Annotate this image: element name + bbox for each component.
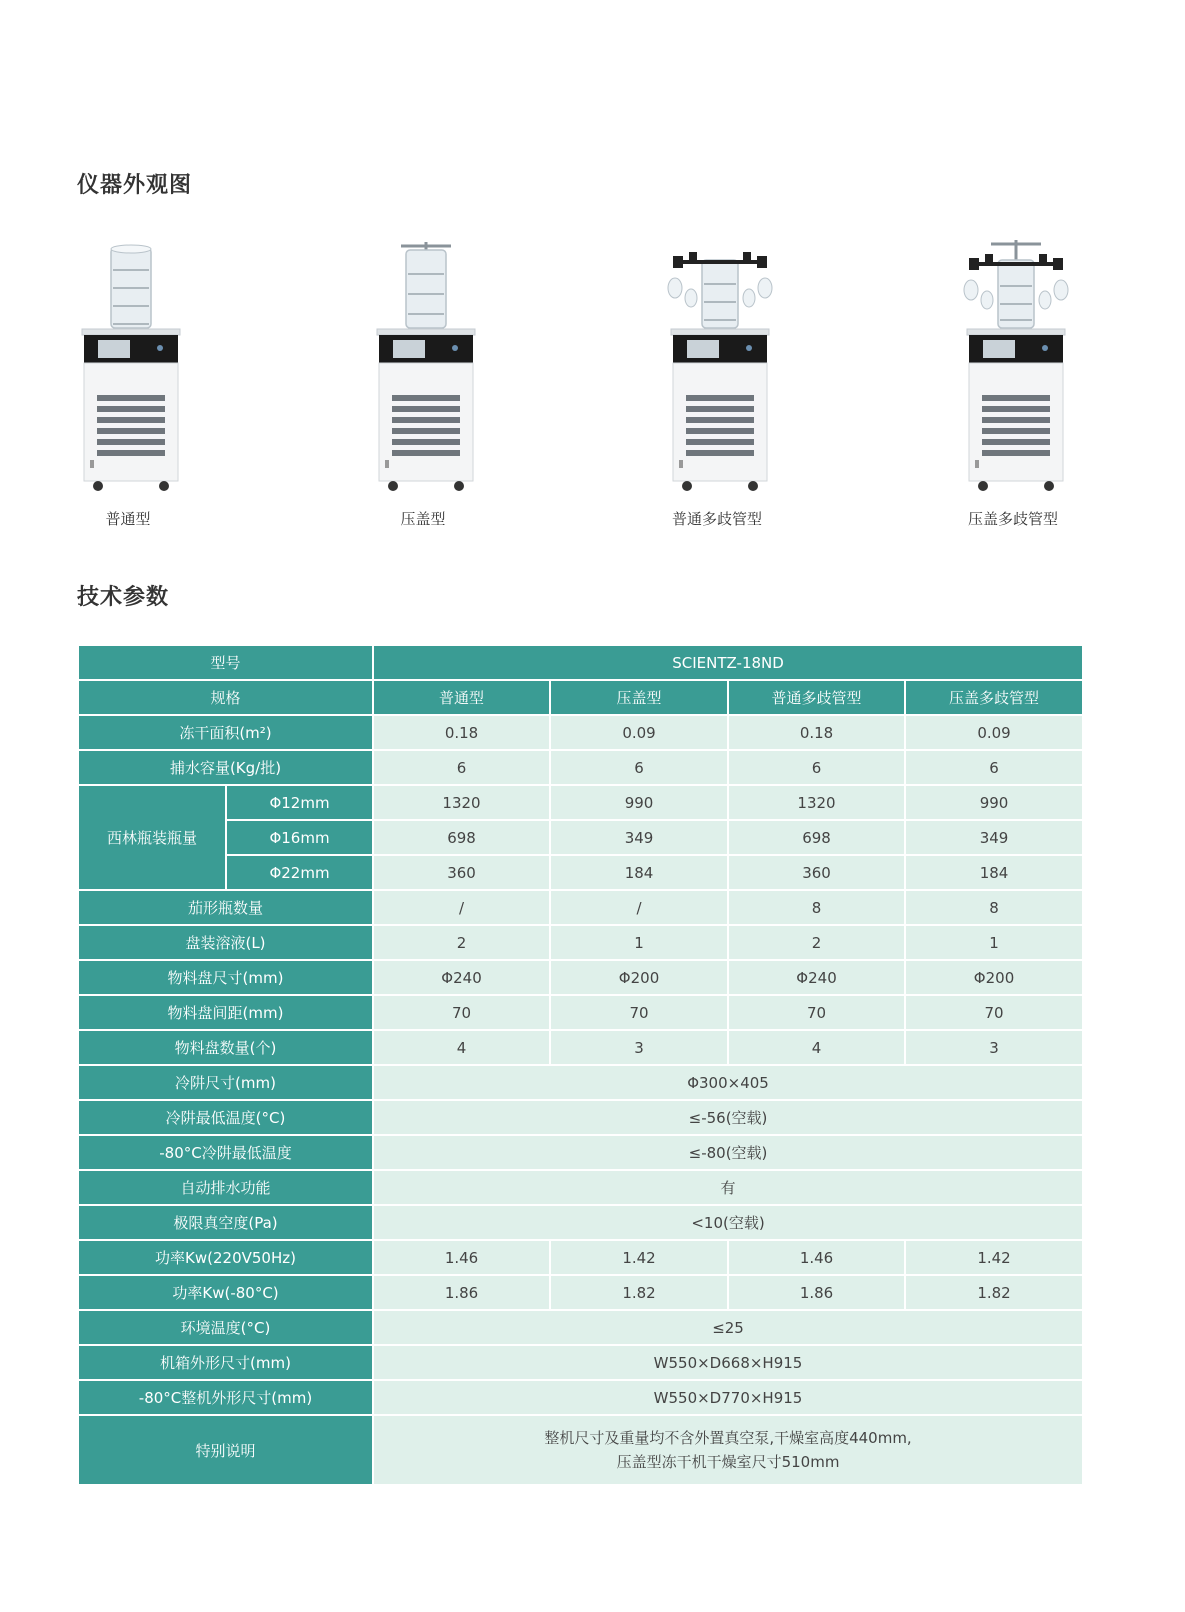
column-header: 压盖型	[550, 680, 728, 715]
table-row	[78, 820, 1083, 855]
table-cell: 70	[728, 995, 905, 1030]
row-label: -80°C整机外形尺寸(mm)	[78, 1380, 373, 1415]
table-cell: 1.46	[728, 1240, 905, 1275]
table-cell: 698	[373, 820, 550, 855]
table-cell: /	[550, 890, 728, 925]
table-cell: Φ300×405	[373, 1065, 1083, 1100]
table-cell: 349	[905, 820, 1083, 855]
table-cell: 3	[550, 1030, 728, 1065]
table-cell: 4	[728, 1030, 905, 1065]
row-label: 冷阱最低温度(°C)	[78, 1100, 373, 1135]
table-cell: 0.18	[728, 715, 905, 750]
table-row	[78, 715, 1083, 750]
table-cell: 4	[373, 1030, 550, 1065]
freeze-dryer-gland-icon	[363, 240, 483, 502]
table-row	[78, 1415, 1083, 1485]
table-cell: 349	[550, 820, 728, 855]
table-row	[78, 1170, 1083, 1205]
table-cell: W550×D668×H915	[373, 1345, 1083, 1380]
table-cell: 1320	[728, 785, 905, 820]
table-cell: 6	[373, 750, 550, 785]
table-cell: 6	[550, 750, 728, 785]
table-cell: /	[373, 890, 550, 925]
table-row	[78, 1380, 1083, 1415]
row-label: 型号	[78, 645, 373, 680]
product-caption: 压盖多歧管型	[967, 510, 1058, 528]
table-cell: 1.82	[550, 1275, 728, 1310]
table-cell: ≤-80(空载)	[373, 1135, 1083, 1170]
product-caption: 普通多歧管型	[671, 510, 762, 528]
column-header: 压盖多歧管型	[905, 680, 1083, 715]
row-label: 机箱外形尺寸(mm)	[78, 1345, 373, 1380]
product-gland	[358, 240, 488, 529]
table-row	[78, 750, 1083, 785]
row-label: 冷阱尺寸(mm)	[78, 1065, 373, 1100]
table-cell: 1	[905, 925, 1083, 960]
model-value: SCIENTZ-18ND	[373, 645, 1083, 680]
row-label: 冻干面积(m²)	[78, 715, 373, 750]
spec-table	[77, 644, 1084, 1486]
table-cell: 1.42	[905, 1240, 1083, 1275]
table-row	[78, 995, 1083, 1030]
note-line-2: 压盖型冻干机干燥室尺寸510mm	[616, 1453, 840, 1471]
column-header: 普通型	[373, 680, 550, 715]
row-label: 物料盘尺寸(mm)	[78, 960, 373, 995]
row-label: 功率Kw(220V50Hz)	[78, 1240, 373, 1275]
table-row	[78, 1065, 1083, 1100]
table-cell: 70	[550, 995, 728, 1030]
appearance-title: 仪器外观图	[77, 173, 193, 198]
note-line-1: 整机尺寸及重量均不含外置真空泵,干燥室高度440mm,	[544, 1429, 912, 1447]
table-cell: 360	[728, 855, 905, 890]
table-row	[78, 1345, 1083, 1380]
row-label: 物料盘间距(mm)	[78, 995, 373, 1030]
row-label: 捕水容量(Kg/批)	[78, 750, 373, 785]
table-cell: 360	[373, 855, 550, 890]
freeze-dryer-manifold-icon	[657, 240, 777, 502]
table-cell: 990	[905, 785, 1083, 820]
table-row	[78, 1310, 1083, 1345]
product-standard	[63, 240, 193, 529]
row-label: 规格	[78, 680, 373, 715]
table-row	[78, 1100, 1083, 1135]
table-row	[78, 680, 1083, 715]
table-cell: 6	[728, 750, 905, 785]
row-label: 物料盘数量(个)	[78, 1030, 373, 1065]
table-cell: 0.09	[550, 715, 728, 750]
table-cell: 6	[905, 750, 1083, 785]
product-gland-manifold	[948, 240, 1078, 529]
special-note	[373, 1415, 1083, 1485]
table-cell: ≤-56(空载)	[373, 1100, 1083, 1135]
freeze-dryer-gland-manifold-icon	[953, 240, 1073, 502]
freeze-dryer-standard-icon	[68, 240, 188, 502]
table-row	[78, 855, 1083, 890]
row-label: 功率Kw(-80°C)	[78, 1275, 373, 1310]
product-manifold	[652, 240, 782, 529]
table-row	[78, 925, 1083, 960]
table-cell: 184	[905, 855, 1083, 890]
table-row	[78, 645, 1083, 680]
product-caption: 压盖型	[400, 510, 446, 528]
row-label: 极限真空度(Pa)	[78, 1205, 373, 1240]
row-label: 自动排水功能	[78, 1170, 373, 1205]
row-label: 环境温度(°C)	[78, 1310, 373, 1345]
table-cell: 1320	[373, 785, 550, 820]
table-cell: 8	[905, 890, 1083, 925]
table-row	[78, 785, 1083, 820]
table-cell: W550×D770×H915	[373, 1380, 1083, 1415]
row-label: 茄形瓶数量	[78, 890, 373, 925]
table-cell: 1.42	[550, 1240, 728, 1275]
table-row	[78, 1275, 1083, 1310]
params-title: 技术参数	[77, 585, 170, 610]
table-cell: <10(空载)	[373, 1205, 1083, 1240]
row-label: 盘装溶液(L)	[78, 925, 373, 960]
table-cell: Φ200	[550, 960, 728, 995]
product-caption: 普通型	[105, 510, 151, 528]
table-row	[78, 960, 1083, 995]
table-cell: 1.86	[373, 1275, 550, 1310]
table-cell: 1.82	[905, 1275, 1083, 1310]
table-row	[78, 1030, 1083, 1065]
table-cell: 70	[905, 995, 1083, 1030]
vial-size-label: Φ22mm	[226, 855, 373, 890]
table-cell: 698	[728, 820, 905, 855]
table-cell: 2	[728, 925, 905, 960]
table-cell: 有	[373, 1170, 1083, 1205]
table-cell: Φ200	[905, 960, 1083, 995]
table-cell: 990	[550, 785, 728, 820]
row-label: 特别说明	[78, 1415, 373, 1485]
table-cell: ≤25	[373, 1310, 1083, 1345]
table-cell: 8	[728, 890, 905, 925]
vial-size-label: Φ16mm	[226, 820, 373, 855]
table-cell: 1	[550, 925, 728, 960]
table-cell: 1.46	[373, 1240, 550, 1275]
table-row	[78, 1205, 1083, 1240]
vial-size-label: Φ12mm	[226, 785, 373, 820]
table-cell: 184	[550, 855, 728, 890]
table-cell: 0.18	[373, 715, 550, 750]
table-cell: Φ240	[373, 960, 550, 995]
table-cell: 0.09	[905, 715, 1083, 750]
row-label: 西林瓶装瓶量	[78, 785, 226, 890]
table-row	[78, 890, 1083, 925]
column-header: 普通多歧管型	[728, 680, 905, 715]
table-row	[78, 1135, 1083, 1170]
table-row	[78, 1240, 1083, 1275]
table-cell: 3	[905, 1030, 1083, 1065]
table-cell: Φ240	[728, 960, 905, 995]
table-cell: 1.86	[728, 1275, 905, 1310]
row-label: -80°C冷阱最低温度	[78, 1135, 373, 1170]
table-cell: 2	[373, 925, 550, 960]
table-cell: 70	[373, 995, 550, 1030]
